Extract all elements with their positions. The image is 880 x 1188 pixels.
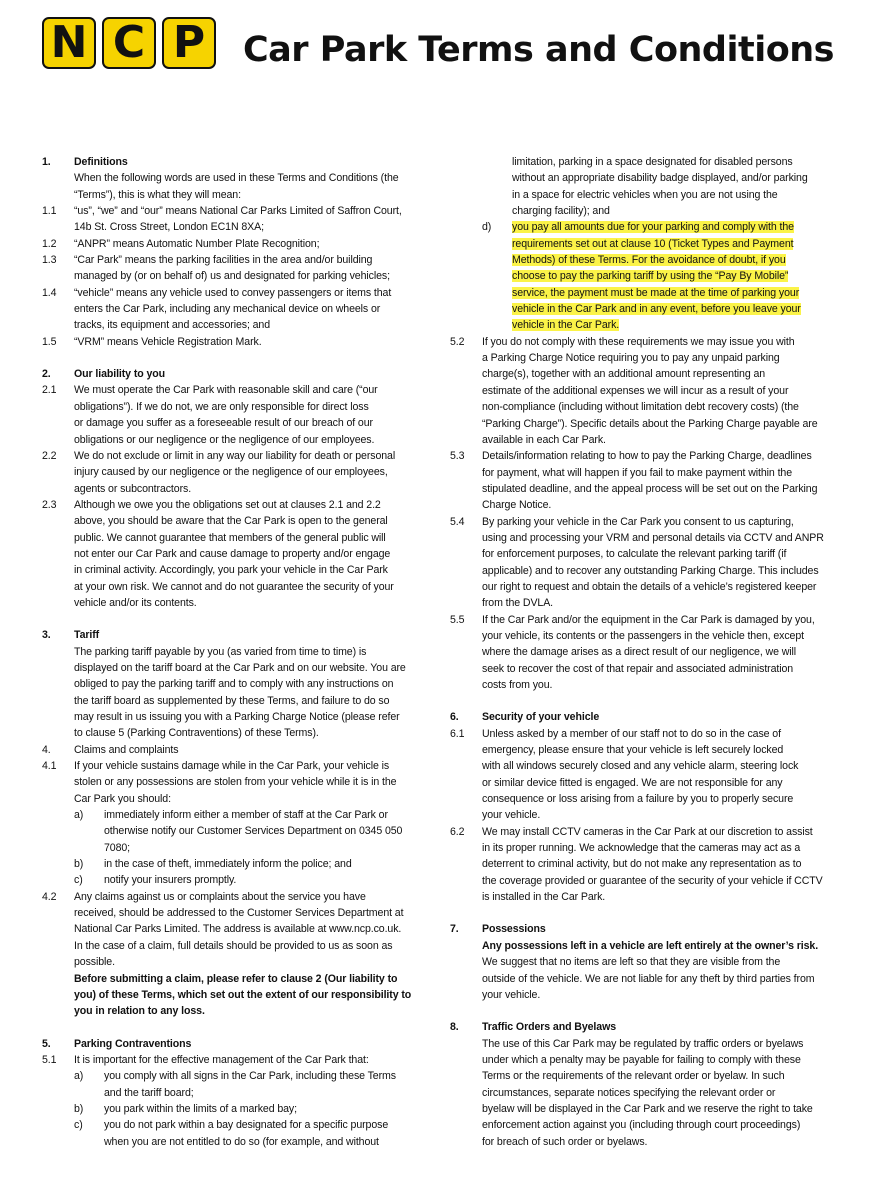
clause-1-1: 1.1 “us”, “we” and “our” means National Car Parks Limited of Saffron Court, 14b St. Cross Street, London EC1N 8XA; [42, 205, 402, 234]
clause-1-2: 1.2 “ANPR” means Automatic Number Plate Recognition; [42, 237, 320, 250]
clause-1-5: 1.5 “VRM” means Vehicle Registration Mark. [42, 335, 262, 348]
logo-letter-p: P [162, 17, 216, 69]
clause-2-1: 2.1 We must operate the Car Park with reasonable skill and care (“our obligations”). If we do not, we are only responsible for direct loss or damage you suffer as a foreseeable result of our breach of our obligations or our negligence or the negligence of our employees. [42, 384, 378, 446]
clause-1-3: 1.3 “Car Park” means the parking facilities in the area and/or building managed by (or on behalf of) us and designated for parking vehicles; [42, 254, 390, 283]
section-7-body: We suggest that no items are left so that they are visible from the outside of the vehicle. We are not liable for any theft by third parties from your vehicle. [482, 956, 815, 1001]
section-3-heading: 3. Tariff [42, 629, 100, 642]
clause-5-5: 5.5 If the Car Park and/or the equipment in the Car Park is damaged by you, your vehicle, its contents or the passengers in the vehicle then, except where the damage arises as a direct result of our negligence, we will seek to recover the cost of that repair and associated administration costs from you. [450, 613, 815, 691]
clause-4-1-a: a) immediately inform either a member of staff at the Car Park or otherwise notify our Customer Services Department on 0345 050 7080; [74, 809, 403, 854]
section-6-heading: 6. Security of your vehicle [450, 711, 600, 724]
section-3-body: The parking tariff payable by you (as varied from time to time) is displayed on the tariff board at the Car Park and on our website. You are obliged to pay the parking tariff and to comply with any instructions on the tariff board as supplemented by these Terms, and failure to do so may result in us issuing you with a Parking Charge Notice (please refer to clause 5 (Parking Contraventions) of these Terms). [74, 645, 406, 740]
clause-5-2: 5.2 If you do not comply with these requirements we may issue you with a Parking Charge Notice requiring you to pay any unpaid parking charge(s), together with an additional amount representing an estimate of the additional expenses we will incur as a result of your non-compliance (including without limitation debt recovery costs) (the “Parking Charge”). Specific details about the Parking Charge payable are available in each Car Park. [450, 335, 818, 446]
section-2-heading: 2. Our liability to you [42, 368, 165, 381]
clause-5-3: 5.3 Details/information relating to how to pay the Parking Charge, deadlines for payment, what will happen if you fail to make payment within the stipulated deadline, and the appeal process will be set out on the Parking Charge Notice. [450, 450, 818, 512]
section-5-heading: 5. Parking Contraventions [42, 1037, 192, 1050]
clause-1-4: 1.4 “vehicle” means any vehicle used to convey passengers or items that enters the Car Park, including any mechanical device on wheels or tracks, its equipment and accessories; and [42, 286, 392, 332]
clause-5-4: 5.4 By parking your vehicle in the Car Park you consent to us capturing, using and processing your VRM and personal details via CCTV and ANPR for enforcement purposes, to calculate the relevant parking tariff (if applicable) and to recover any outstanding Parking Charge. This includes our right to request and obtain the details of a vehicle’s registered keeper from the DVLA. [450, 515, 824, 610]
clause-4-1: 4.1 If your vehicle sustains damage while in the Car Park, your vehicle is stolen or any possessions are stolen from your vehicle while it is in the Car Park you should: [42, 760, 397, 805]
clause-5-1-c: c) you do not park within a bay designated for a specific purpose when you are not entitled to do so (for example, and without [74, 1119, 389, 1148]
clause-5-1-b: b) you park within the limits of a marked bay; [74, 1102, 297, 1115]
clause-4-2: 4.2 Any claims against us or complaints about the service you have received, should be addressed to the Customer Services Department at National Car Parks Limited. The address is available at www.ncp.co.uk. In the case of a claim, full details should be provided to us as soon as possible. [42, 890, 404, 969]
clause-5-1-a: a) you comply with all signs in the Car Park, including these Terms and the tariff board; [74, 1070, 396, 1099]
clause-5-1-d-highlighted: d) you pay all amounts due for your parking and comply with the requirements set out at clause 10 (Ticket Types and Payment Methods) of these Terms. For the avoidance of doubt, if you choose to pay the parking tariff by using the “Pay By Mobile” service, the payment must be made at the time of parking your vehicle in the Car Park and in any event, before you leave your vehicle in the Car Park. [482, 221, 801, 332]
section-8-body: The use of this Car Park may be regulated by traffic orders or byelaws under which a penalty may be payable for failing to comply with these Terms or the requirements of the relevant order or byelaw. In such circumstances, separate notices specifying the relevant order or byelaw will be displayed in the Car Park and we reserve the right to take enforcement action against you (including through court proceedings) for breach of such order or byelaws. [482, 1037, 813, 1148]
clause-5-1-c-continued: limitation, parking in a space designated for disabled persons without an appropriate disability badge displayed, and/or parking in a space for electric vehicles when you are not using the charging facility); and [512, 156, 808, 218]
section-1-heading: 1. Definitions [42, 156, 128, 168]
left-column [42, 154, 434, 1150]
section-1-intro: When the following words are used in these Terms and Conditions (the “Terms”), this is what they will mean: [74, 172, 399, 201]
logo-letter-n: N [42, 17, 96, 69]
right-column [450, 154, 840, 1150]
clause-4-2-notice: Before submitting a claim, please refer to clause 2 (Our liability to you) of these Terms, which set out the extent of our responsibility to you in relation to any loss. [74, 972, 412, 1018]
section-7-heading: 7. Possessions [450, 923, 546, 936]
ncp-logo [42, 17, 216, 69]
section-8-heading: 8. Traffic Orders and Byelaws [450, 1021, 616, 1034]
clause-4-1-b: b) in the case of theft, immediately inform the police; and [74, 858, 352, 871]
logo-letter-c: C [102, 17, 156, 69]
section-7-warning: Any possessions left in a vehicle are left entirely at the owner’s risk. [482, 939, 819, 952]
clause-5-1: 5.1 It is important for the effective management of the Car Park that: [42, 1053, 369, 1066]
clause-2-2: 2.2 We do not exclude or limit in any way our liability for death or personal injury caused by our negligence or the negligence of our employees, agents or subcontractors. [42, 449, 396, 495]
clause-6-1: 6.1 Unless asked by a member of our staff not to do so in the case of emergency, please ensure that your vehicle is left securely locked with all windows securely closed and any vehicle alarm, steering lock or similar device fitted is engaged. We are not responsible for any consequence or loss arising from a failure by you to properly secure your vehicle. [450, 727, 799, 822]
clause-6-2: 6.2 We may install CCTV cameras in the Car Park at our discretion to assist in its proper running. We acknowledge that the cameras may act as a deterrent to criminal activity, but do not make any representation as to the coverage provided or guarantee of the security of your vehicle if CCTV is installed in the Car Park. [450, 825, 823, 904]
section-4-heading: 4. Claims and complaints [42, 743, 179, 756]
clause-2-3: 2.3 Although we owe you the obligations set out at clauses 2.1 and 2.2 above, you should be aware that the Car Park is open to the general public. We cannot guarantee that members of the general public will not enter our Car Park and cause damage to property and/or engage in criminal activity. Accordingly, you park your vehicle in the Car Park at your own risk. We cannot and do not guarantee the security of your vehicle and/or its contents. [42, 498, 394, 609]
page-title: Car Park Terms and Conditions [242, 30, 834, 70]
clause-4-1-c: c) notify your insurers promptly. [74, 874, 237, 887]
